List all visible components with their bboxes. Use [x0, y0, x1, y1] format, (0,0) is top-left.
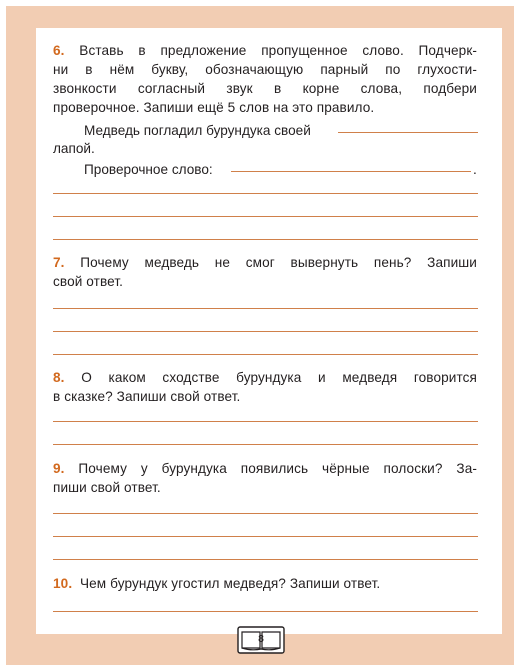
answer-line[interactable] [53, 216, 478, 217]
task-9 [53, 459, 477, 497]
task-7-line-2: свой ответ. [53, 274, 124, 289]
answer-line[interactable] [53, 239, 478, 240]
answer-line[interactable] [53, 421, 478, 422]
task-6-line-1: 6. Вставь в предложение пропущенное слово. Подчерк- [53, 43, 477, 58]
page-frame [6, 6, 514, 665]
task-6 [53, 41, 477, 117]
task-9-line-1: 9. Почему у бурундука появились чёрные полоски? За- [53, 461, 477, 476]
answer-line[interactable] [53, 193, 478, 194]
task-10 [53, 574, 477, 593]
task-number: 6. [53, 43, 65, 58]
task-7-line-1: 7. Почему медведь не смог вывернуть пень? Запиши [53, 255, 477, 270]
task-8-line-1: 8. О каком сходстве бурундука и медведя говорится [53, 370, 477, 385]
task-10-line-1: 10. Чем бурундук угостил медведя? Запиши ответ. [53, 576, 381, 591]
sentence-end: лапой. [53, 141, 95, 156]
answer-line[interactable] [53, 611, 478, 612]
task-6-line-3: звонкости согласный звук в корне слова, подбери [53, 81, 477, 96]
answer-line[interactable] [53, 559, 478, 560]
page-number: 8 [258, 634, 264, 645]
answer-line[interactable] [53, 308, 478, 309]
answer-line[interactable] [53, 354, 478, 355]
task-8 [53, 368, 477, 406]
check-word-label: Проверочное слово: [84, 162, 213, 177]
answer-line[interactable] [53, 444, 478, 445]
task-number: 10. [53, 576, 73, 591]
task-number: 9. [53, 461, 65, 476]
missing-word-blank[interactable] [338, 132, 478, 133]
task-9-line-2: пиши свой ответ. [53, 480, 161, 495]
task-8-line-2: в сказке? Запиши свой ответ. [53, 389, 241, 404]
task-number: 8. [53, 370, 65, 385]
task-6-line-2: ни в нём букву, обозначающую парный по глухости- [53, 62, 477, 77]
check-word-blank[interactable] [231, 171, 471, 172]
worksheet [36, 28, 502, 634]
task-7 [53, 253, 477, 291]
sentence-text: Медведь погладил бурундука своей [84, 123, 311, 138]
check-word-period: . [473, 162, 477, 177]
task-6-line-4: проверочное. Запиши ещё 5 слов на это правило. [53, 100, 375, 115]
page-number-badge [237, 626, 285, 654]
answer-line[interactable] [53, 331, 478, 332]
answer-line[interactable] [53, 536, 478, 537]
task-number: 7. [53, 255, 65, 270]
answer-line[interactable] [53, 513, 478, 514]
